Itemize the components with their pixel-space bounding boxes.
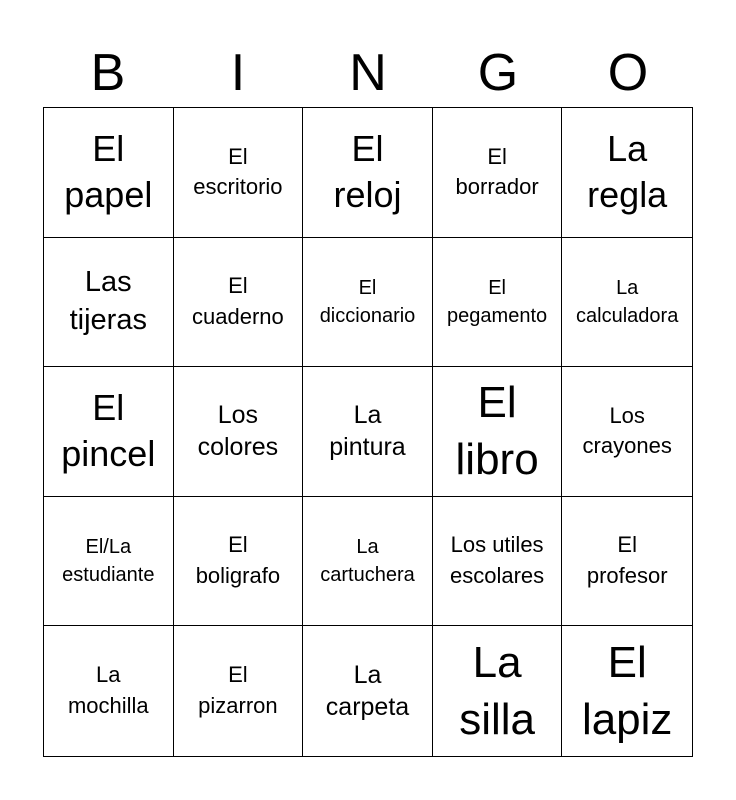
cell-label: La silla (459, 638, 535, 745)
cell-label: La carpeta (325, 660, 410, 722)
cell-label: El pincel (61, 386, 156, 475)
cell-label: El profesor (586, 532, 668, 589)
cell-label: Los colores (197, 400, 279, 462)
header-letter-g: G (477, 44, 519, 102)
header-letter-n: N (349, 44, 387, 102)
bingo-cell[interactable] (44, 108, 174, 238)
bingo-board (43, 107, 693, 757)
cell-label: El borrador (455, 143, 539, 200)
cell-label: El diccionario (319, 276, 416, 327)
header-letter-o: O (607, 44, 649, 102)
bingo-cell[interactable] (174, 238, 304, 368)
cell-label: El/La estudiante (62, 536, 155, 587)
bingo-cell[interactable] (433, 367, 563, 497)
cell-label: La mochilla (67, 662, 149, 719)
bingo-cell[interactable] (433, 238, 563, 368)
bingo-cell[interactable] (303, 626, 433, 756)
bingo-cell[interactable] (303, 497, 433, 627)
bingo-cell[interactable] (433, 497, 563, 627)
cell-label: La regla (587, 127, 668, 216)
bingo-cell[interactable] (562, 367, 692, 497)
cell-label: El reloj (333, 127, 402, 216)
header-letter-i: I (230, 44, 246, 102)
bingo-cell[interactable] (44, 238, 174, 368)
bingo-cell[interactable] (44, 497, 174, 627)
bingo-cell[interactable] (174, 497, 304, 627)
cell-label: El pegamento (447, 276, 548, 327)
bingo-cell[interactable] (303, 108, 433, 238)
cell-label: Los crayones (582, 402, 672, 459)
cell-label: El cuaderno (192, 273, 284, 329)
bingo-cell[interactable] (562, 108, 692, 238)
bingo-cell[interactable] (174, 367, 304, 497)
cell-label: La calculadora (576, 276, 679, 327)
cell-label: La cartuchera (320, 536, 415, 587)
cell-label: El escritorio (193, 143, 283, 200)
bingo-header (43, 40, 693, 106)
bingo-cell[interactable] (44, 367, 174, 497)
bingo-cell[interactable] (433, 108, 563, 238)
cell-label: Las tijeras (69, 266, 147, 336)
header-letter-b: B (90, 44, 126, 102)
bingo-cell[interactable] (562, 497, 692, 627)
cell-label: Los utiles escolares (450, 532, 545, 589)
bingo-cell[interactable] (562, 238, 692, 368)
bingo-cell[interactable] (562, 626, 692, 756)
cell-label: El papel (64, 127, 153, 216)
bingo-cell[interactable] (174, 108, 304, 238)
bingo-cell[interactable] (44, 626, 174, 756)
cell-label: El lapiz (581, 638, 673, 745)
cell-label: El libro (455, 378, 539, 485)
bingo-cell[interactable] (174, 626, 304, 756)
bingo-cell[interactable] (433, 626, 563, 756)
cell-label: El pizarron (198, 662, 278, 719)
bingo-cell[interactable] (303, 238, 433, 368)
cell-label: La pintura (329, 400, 406, 462)
bingo-cell[interactable] (303, 367, 433, 497)
cell-label: El boligrafo (195, 532, 281, 589)
